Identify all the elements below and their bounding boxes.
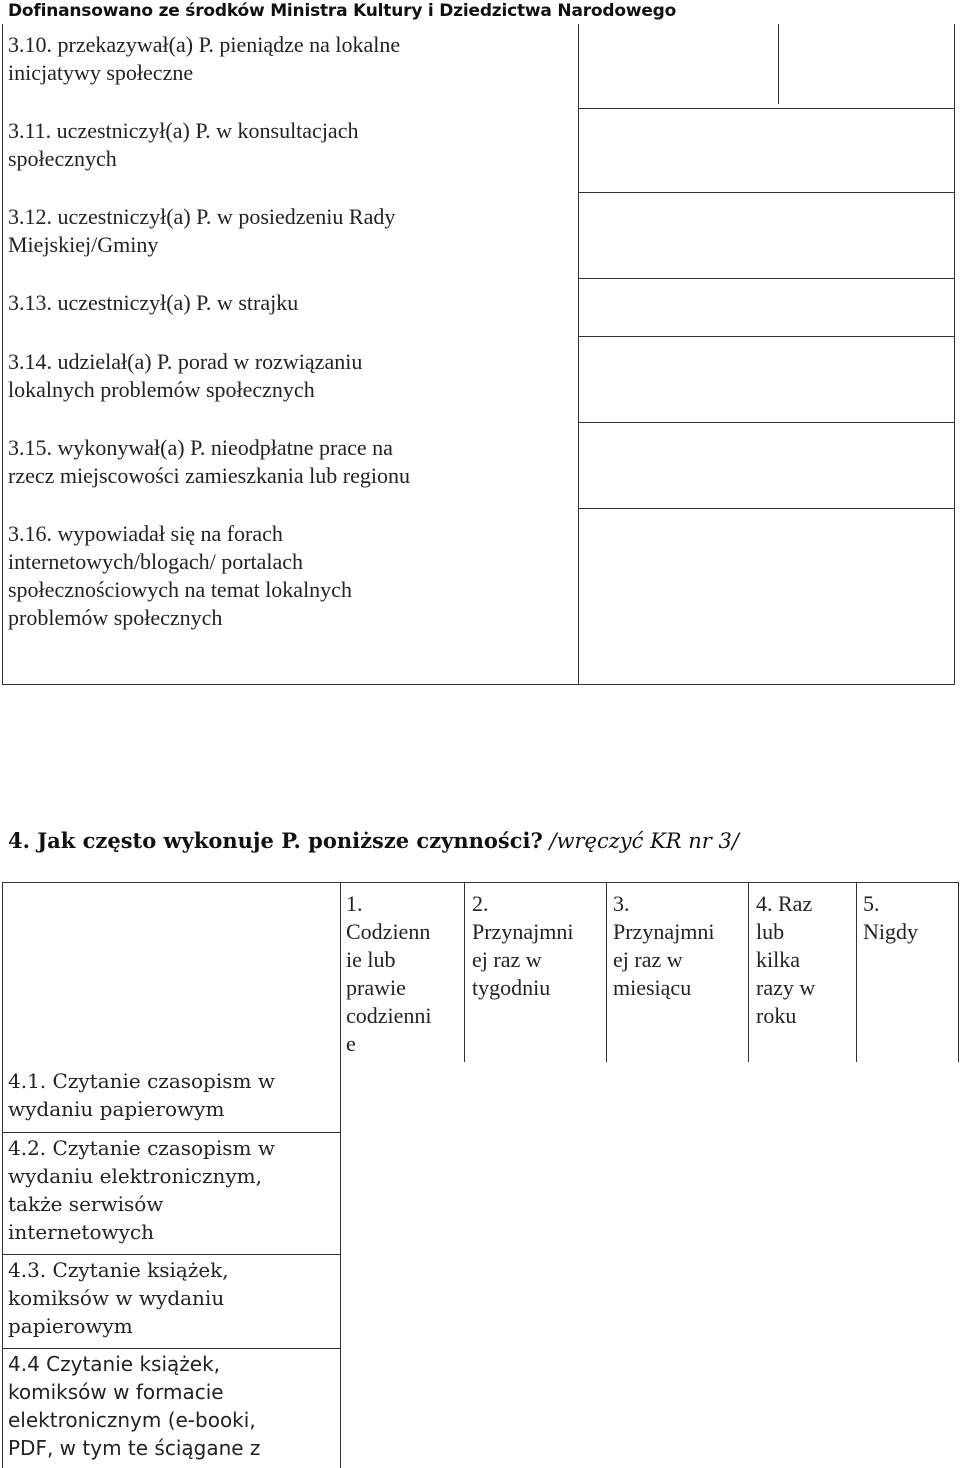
item-3-11: 3.11. uczestniczył(a) P. w konsultacjach społecznych xyxy=(8,118,359,171)
column-header-yearly: 4. Raz lub kilka razy w roku xyxy=(756,891,816,1028)
column-header-weekly: 2. Przynajmni ej raz w tygodniu xyxy=(472,891,574,1000)
table-row-divider xyxy=(578,336,955,337)
column-header-monthly: 3. Przynajmni ej raz w miesiącu xyxy=(613,891,715,1000)
question-4-title: 4. Jak często wykonuje P. poniższe czynności? xyxy=(8,828,543,853)
item-3-13: 3.13. uczestniczył(a) P. w strajku xyxy=(8,290,299,315)
funding-header: Dofinansowano ze środków Ministra Kultury i Dziedzictwa Narodowego xyxy=(8,1,677,21)
table-border-right xyxy=(954,24,955,684)
table-column-divider xyxy=(578,24,579,684)
item-3-15: 3.15. wykonywał(a) P. nieodpłatne prace na rzecz miejscowości zamieszkania lub regionu xyxy=(8,435,410,488)
item-3-14: 3.14. udzielał(a) P. porad w rozwiązaniu lokalnych problemów społecznych xyxy=(8,349,363,402)
q4-table-column-divider xyxy=(748,882,749,1062)
table-border-left xyxy=(2,24,3,684)
q4-table-column-divider xyxy=(856,882,857,1062)
column-header-daily: 1. Codzienn ie lub prawie codzienni e xyxy=(346,891,432,1056)
table-row-divider xyxy=(578,108,955,109)
q4-row-divider xyxy=(2,1348,341,1349)
item-3-16: 3.16. wypowiadał się na forach internetowych/blogach/ portalach społecznościowych na temat lokalnych problemów społecznych xyxy=(8,521,352,630)
table-bottom-border xyxy=(2,684,955,685)
row-4-4: 4.4 Czytanie książek, komiksów w formacie elektronicznym (e-booki, PDF, w tym te ściągane z xyxy=(8,1352,261,1460)
q4-table-top-border xyxy=(2,882,958,883)
question-4-instruction: /wręczyć KR nr 3/ xyxy=(542,829,739,853)
row-4-1: 4.1. Czytanie czasopism w wydaniu papierowym xyxy=(8,1069,275,1121)
table-row-divider xyxy=(578,192,955,193)
row-4-3: 4.3. Czytanie książek, komiksów w wydaniu papierowym xyxy=(8,1258,229,1338)
column-header-never: 5. Nigdy xyxy=(863,891,918,944)
q4-table-column-divider xyxy=(464,882,465,1062)
q4-row-divider xyxy=(2,1132,341,1133)
item-3-10: 3.10. przekazywał(a) P. pieniądze na lokalne inicjatywy społeczne xyxy=(8,32,401,85)
q4-table-border-right xyxy=(958,882,959,1062)
table-row-divider xyxy=(578,508,955,509)
q4-table-border-left xyxy=(2,882,3,1468)
q4-table-column-divider xyxy=(606,882,607,1062)
table-column-divider-2 xyxy=(778,24,779,104)
table-row-divider xyxy=(578,422,955,423)
table-row-divider xyxy=(578,278,955,279)
item-3-12: 3.12. uczestniczył(a) P. w posiedzeniu Rady Miejskiej/Gminy xyxy=(8,204,396,257)
q4-row-divider xyxy=(2,1254,341,1255)
question-4-heading xyxy=(8,828,739,853)
q4-table-column-divider xyxy=(340,882,341,1468)
row-4-2: 4.2. Czytanie czasopism w wydaniu elektronicznym, także serwisów internetowych xyxy=(8,1136,275,1244)
